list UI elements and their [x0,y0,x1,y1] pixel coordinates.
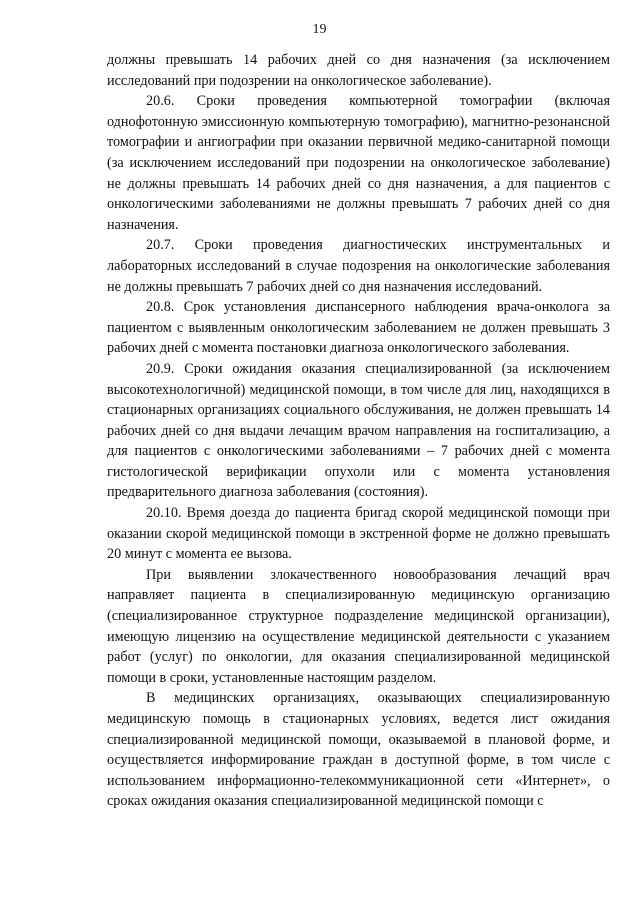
page-number: 19 [312,22,327,37]
paragraph-clause-20-7: 20.7. Сроки проведения диагностических инструментальных и лабораторных исследований в случае подозрения на онкологические заболевания не должны превышать 7 рабочих дней со дня назначения исследований. [107,237,610,295]
paragraph-clause-20-10: 20.10. Время доезда до пациента бригад скорой медицинской помощи при оказании скорой медицинской помощи в экстренной форме не должно превышать 20 минут с момента ее вызова. [107,505,610,563]
paragraph-waiting-list: В медицинских организациях, оказывающих специализированную медицинскую помощь в стационарных условиях, ведется лист ожидания специализированной медицинской помощи, оказываемой в плановой форме, и осуществляется информирование граждан в доступной форме, в том числе с использованием информационно-телекоммуникационной сети «Интернет», о сроках ожидания оказания специализированной медицинской помощи с [107,690,610,810]
paragraph-continuation: должны превышать 14 рабочих дней со дня назначения (за исключением исследований при подозрении на онкологическое заболевание). [107,52,610,89]
document-body [107,50,610,812]
paragraph-clause-20-8: 20.8. Срок установления диспансерного наблюдения врача-онколога за пациентом с выявленным онкологическим заболеванием не должен превышать 3 рабочих дней с момента постановки диагноза онкологического заболевания. [107,299,610,357]
paragraph-malignant-referral: При выявлении злокачественного новообразования лечащий врач направляет пациента в специализированную медицинскую организацию (специализированное структурное подразделение медицинской организации), имеющую лицензию на осуществление медицинской деятельности с указанием работ (услуг) по онкологии, для оказания специализированной медицинской помощи в сроки, установленные настоящим разделом. [107,566,610,686]
paragraph-clause-20-9: 20.9. Сроки ожидания оказания специализированной (за исключением высокотехнологичной) медицинской помощи, в том числе для лиц, находящихся в стационарных организациях социального обслуживания, не должен превышать 14 рабочих дней со дня выдачи лечащим врачом направления на госпитализацию, а для пациентов с онкологическими заболеваниями – 7 рабочих дней с момента гистологической верификации опухоли или с момента установления предварительного диагноза заболевания (состояния). [107,360,610,501]
paragraph-clause-20-6: 20.6. Сроки проведения компьютерной томографии (включая однофотонную эмиссионную компьютерную томографию), магнитно-резонансной томографии и ангиографии при оказании первичной медико-санитарной помощи (за исключением исследований при подозрении на онкологическое заболевание) не должны превышать 14 рабочих дней со дня назначения, а для пациентов с онкологическими заболеваниями не должны превышать 7 рабочих дней со дня назначения. [107,93,610,233]
